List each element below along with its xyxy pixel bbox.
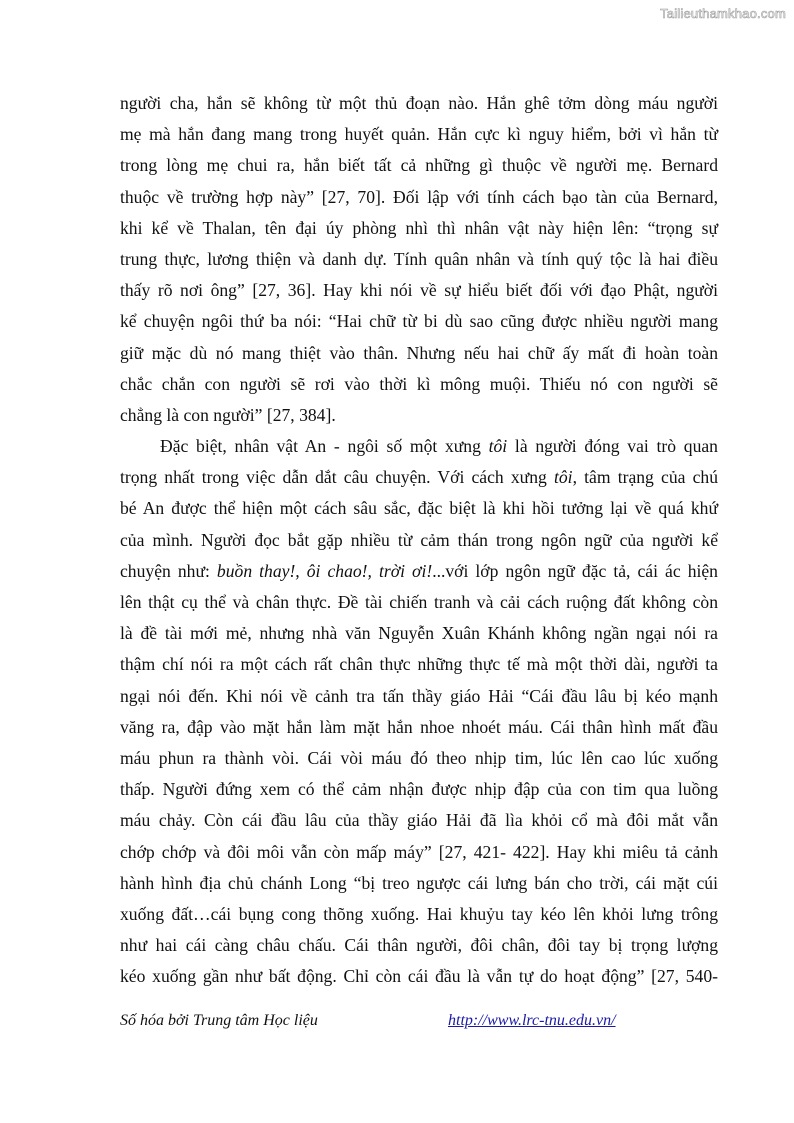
watermark-text: Tailieuthamkhao.com xyxy=(660,6,786,21)
text-line: như hai cái càng châu chấu. Cái thân người, đôi chân, đôi tay bị trọng lượng xyxy=(120,935,718,956)
text-line: chuyện như: buồn thay!, ôi chao!, trời ơi!...với lớp ngôn ngữ đặc tả, cái ác hiện xyxy=(120,560,718,581)
text-line: chớp chớp và đôi môi vẫn còn mấp máy” [27, 421- 422]. Hay khi miêu tả cảnh xyxy=(120,841,718,862)
text-line: lên thật cụ thể và chân thực. Đề tài chiến tranh và cải cách ruộng đất không còn xyxy=(120,592,718,612)
text-line: của mình. Người đọc bắt gặp nhiều từ cảm thán trong ngôn ngữ của người kể xyxy=(120,529,718,550)
text-line: là đề tài mới mẻ, nhưng nhà văn Nguyễn Xuân Khánh không ngần ngại nói ra xyxy=(120,623,718,644)
text-line: mẹ mà hắn đang mang trong huyết quản. Hắn cực kì nguy hiểm, bởi vì hắn từ xyxy=(120,124,718,145)
text-line: thuộc về trường hợp này” [27, 70]. Đối lập với tính cách bạo tàn của Bernard, xyxy=(120,186,718,207)
text-line: kể chuyện ngôi thứ ba nói: “Hai chữ từ bi dù sao cũng được nhiều người mang xyxy=(120,311,718,332)
document-body xyxy=(120,88,718,992)
text-line: văng ra, đập vào mặt hắn làm mặt hắn nhoe nhoét máu. Cái thân hình mất đầu xyxy=(120,716,718,737)
text-line: thậm chí nói ra một cách rất chân thực những thực tế mà một thời dài, người ta xyxy=(120,654,718,675)
footer-credit: Số hóa bởi Trung tâm Học liệu xyxy=(120,1012,318,1029)
text-line: chắc chắn con người sẽ rơi vào thời kì mông muội. Thiếu nó con người sẽ xyxy=(120,373,718,394)
text-line: hành hình địa chủ chánh Long “bị treo ngược cái lưng bán cho trời, cái mặt cúi xyxy=(120,872,718,893)
text-line: khi kể về Thalan, tên đại úy phòng nhì thì nhân vật này hiện lên: “trọng sự xyxy=(120,217,718,238)
text-line: máu chảy. Còn cái đầu lâu của thầy giáo Hải đã lìa khỏi cổ mà đôi mắt vẫn xyxy=(120,810,718,831)
text-line: bé An được thể hiện một cách sâu sắc, đặc biệt là khi hồi tưởng lại về quá khứ xyxy=(120,498,718,519)
text-line: máu phun ra thành vòi. Cái vòi máu đó theo nhịp tim, lúc lên cao lúc xuống xyxy=(120,747,718,768)
text-line: thấp. Người đứng xem có thể cảm nhận được nhịp đập của con tim qua luồng xyxy=(120,779,718,800)
text-line: trong lòng mẹ chui ra, hắn biết tất cả những gì thuộc về người mẹ. Bernard xyxy=(120,155,718,176)
footer-link[interactable]: http://www.lrc-tnu.edu.vn/ xyxy=(448,1012,616,1029)
text-line: kéo xuống gần như bất động. Chỉ còn cái đầu là vẫn tự do hoạt động” [27, 540- xyxy=(120,966,718,987)
text-line: giữ mặc dù nó mang thiệt vào thân. Nhưng nếu hai chữ ấy mất đi hoàn toàn xyxy=(120,342,718,363)
text-line: ngại nói đến. Khi nói về cảnh tra tấn thầy giáo Hải “Cái đầu lâu bị kéo mạnh xyxy=(120,685,718,706)
text-line: người cha, hắn sẽ không từ một thủ đoạn nào. Hắn ghê tởm dòng máu người xyxy=(120,93,718,113)
text-line: xuống đất…cái bụng cong thõng xuống. Hai khuỷu tay kéo lên khỏi lưng trông xyxy=(120,903,718,924)
page-footer xyxy=(120,1012,720,1036)
text-line: Đặc biệt, nhân vật An - ngôi số một xưng tôi là người đóng vai trò quan xyxy=(160,436,718,457)
text-line: trọng nhất trong việc dẫn dắt câu chuyện. Với cách xưng tôi, tâm trạng của chú xyxy=(120,467,719,488)
text-line: thấy rõ nơi ông” [27, 36]. Hay khi nói về sự hiểu biết đối với đạo Phật, người xyxy=(120,280,718,301)
text-line: trung thực, lương thiện và danh dự. Tính quân nhân và tính quý tộc là hai điều xyxy=(120,248,718,269)
text-line: chẳng là con người” [27, 384]. xyxy=(120,404,336,425)
